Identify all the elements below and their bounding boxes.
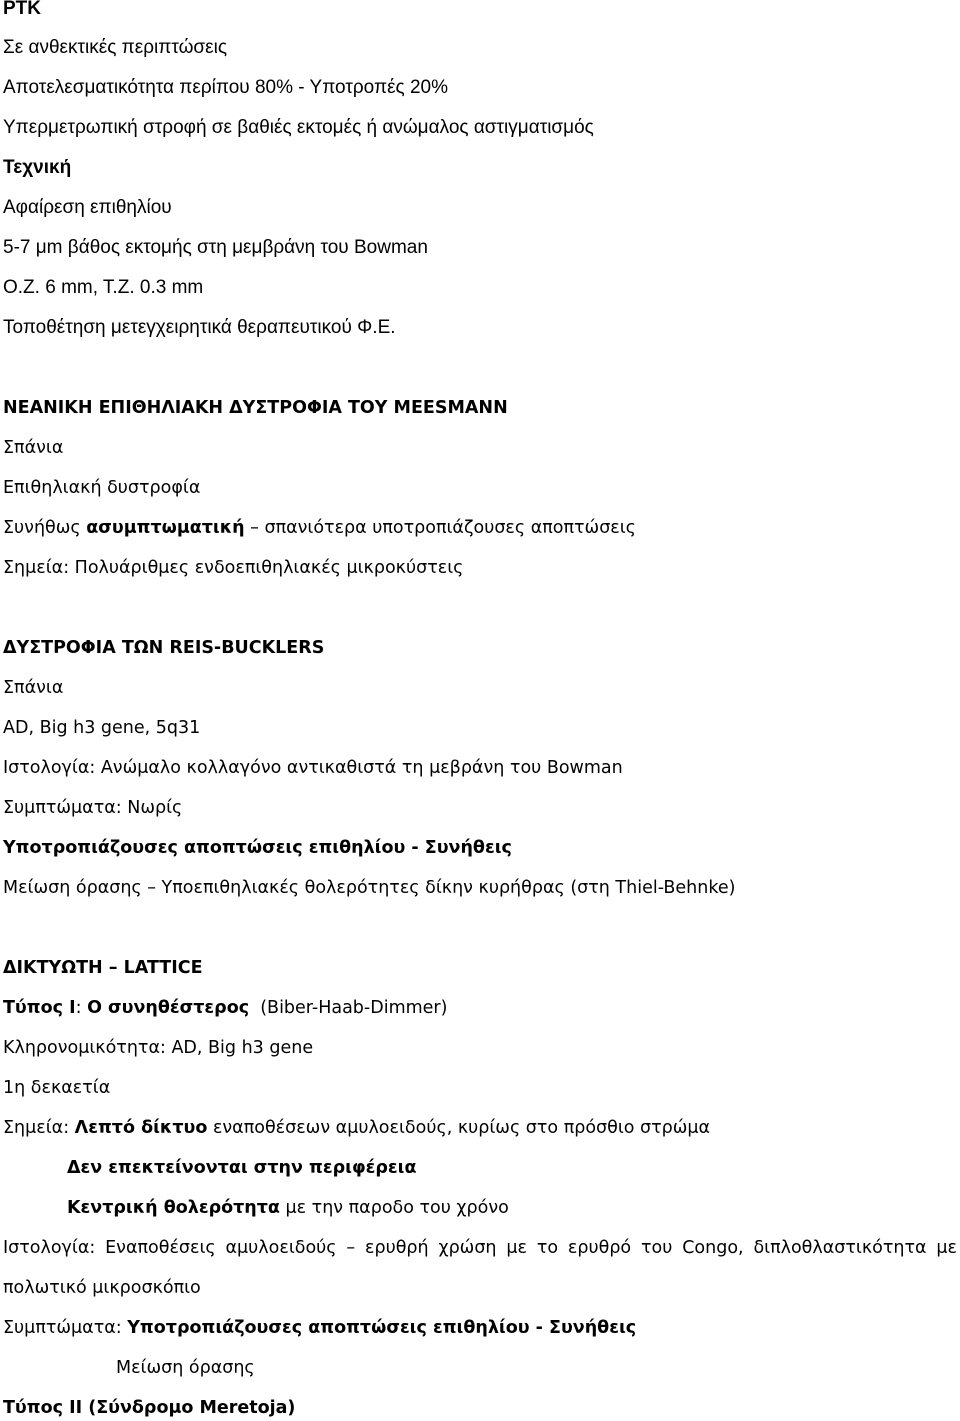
meesmann-line-2: Επιθηλιακή δυστροφία xyxy=(3,478,201,498)
lattice-histology-line-2: πολωτικό μικροσκόπιο xyxy=(3,1278,201,1298)
meesmann-line-3-bold: ασυμπτωματική xyxy=(86,518,245,538)
technique-heading: Τεχνική xyxy=(3,157,72,178)
ptk-line-3: Υπερμετρωπική στροφή σε βαθιές εκτομές ή ανώμαλος αστιγματισμός xyxy=(3,117,594,138)
lattice-signs-indent-1: Δεν επεκτείνονται στην περιφέρεια xyxy=(67,1158,417,1178)
meesmann-line-1: Σπάνια xyxy=(3,438,64,458)
lattice-symptoms-prefix: Συμπτώματα: xyxy=(3,1318,128,1338)
lattice-type1 xyxy=(3,996,957,1020)
lattice-signs-bold: Λεπτό δίκτυο xyxy=(74,1118,208,1138)
ptk-line-8: Τοποθέτηση μετεγχειρητικά θεραπευτικού Φ.Ε. xyxy=(3,317,396,338)
meesmann-line-3-prefix: Συνήθως xyxy=(3,518,87,538)
ptk-line-7: O.Z. 6 mm, T.Z. 0.3 mm xyxy=(3,277,204,298)
lattice-type1-label: Τύπος Ι xyxy=(3,998,76,1018)
meesmann-line-4: Σημεία: Πολυάριθμες ενδοεπιθηλιακές μικροκύστεις xyxy=(3,558,464,578)
reis-heading: ΔΥΣΤΡΟΦΙΑ ΤΩΝ REIS-BUCKLERS xyxy=(3,638,325,658)
ptk-line-6: 5-7 μm βάθος εκτομής στη μεμβράνη του Bowman xyxy=(3,237,428,258)
lattice-type1-common: Ο συνηθέστερος xyxy=(87,998,250,1018)
reis-line-4: Συμπτώματα: Νωρίς xyxy=(3,798,183,818)
reis-line-3: Ιστολογία: Ανώμαλο κολλαγόνο αντικαθιστά τη μεβράνη του Bowman xyxy=(3,758,623,778)
meesmann-line-3 xyxy=(3,516,957,540)
reis-line-1: Σπάνια xyxy=(3,678,64,698)
lattice-symptoms xyxy=(3,1316,957,1340)
reis-line-6: Μείωση όρασης – Υποεπιθηλιακές θολερότητες δίκην κυρήθρας (στη Thiel-Behnke) xyxy=(3,878,736,898)
lattice-indent-2-rest: με την παροδο του χρόνο xyxy=(279,1198,509,1218)
lattice-indent-2-bold: Κεντρική θολερότητα xyxy=(67,1198,280,1218)
lattice-type1-colon: : xyxy=(75,998,88,1018)
lattice-signs-indent-2 xyxy=(67,1196,957,1220)
reis-line-2: AD, Big h3 gene, 5q31 xyxy=(3,718,201,738)
reis-line-5: Υποτροπιάζουσες αποπτώσεις επιθηλίου - Συνήθεις xyxy=(3,838,512,858)
lattice-type1-rest: (Biber-Haab-Dimmer) xyxy=(249,998,448,1018)
lattice-histology-line-1: Ιστολογία: Εναποθέσεις αμυλοειδούς – ερυθρή χρώση με το ερυθρό του Congo, διπλοθλαστικότητα με xyxy=(3,1238,957,1258)
ptk-line-2: Αποτελεσματικότητα περίπου 80% - Υποτροπές 20% xyxy=(3,77,448,98)
lattice-type2: Τύπος ΙΙ (Σύνδρομο Meretoja) xyxy=(3,1398,296,1418)
lattice-signs-prefix: Σημεία: xyxy=(3,1118,75,1138)
lattice-line-2: Κληρονομικότητα: AD, Big h3 gene xyxy=(3,1038,314,1058)
lattice-signs xyxy=(3,1116,957,1140)
lattice-signs-rest: εναποθέσεων αμυλοειδούς, κυρίως στο πρόσθιο στρώμα xyxy=(207,1118,711,1138)
ptk-line-1: Σε ανθεκτικές περιπτώσεις xyxy=(3,37,228,58)
ptk-line-5: Αφαίρεση επιθηλίου xyxy=(3,197,172,218)
lattice-symptoms-bold: Υποτροπιάζουσες αποπτώσεις επιθηλίου - Συνήθεις xyxy=(127,1318,637,1338)
lattice-heading: ΔΙΚΤΥΩΤΗ – LATTICE xyxy=(3,958,203,978)
ptk-title: PTK xyxy=(3,0,41,19)
lattice-symptoms-indent: Μείωση όρασης xyxy=(116,1358,255,1378)
meesmann-line-3-rest: – σπανιότερα υποτροπιάζουσες αποπτώσεις xyxy=(244,518,636,538)
lattice-line-3: 1η δεκαετία xyxy=(3,1078,111,1098)
meesmann-heading: ΝΕΑΝΙΚΗ ΕΠΙΘΗΛΙΑΚΗ ΔΥΣΤΡΟΦΙΑ ΤΟΥ MEESMANN xyxy=(3,398,508,418)
